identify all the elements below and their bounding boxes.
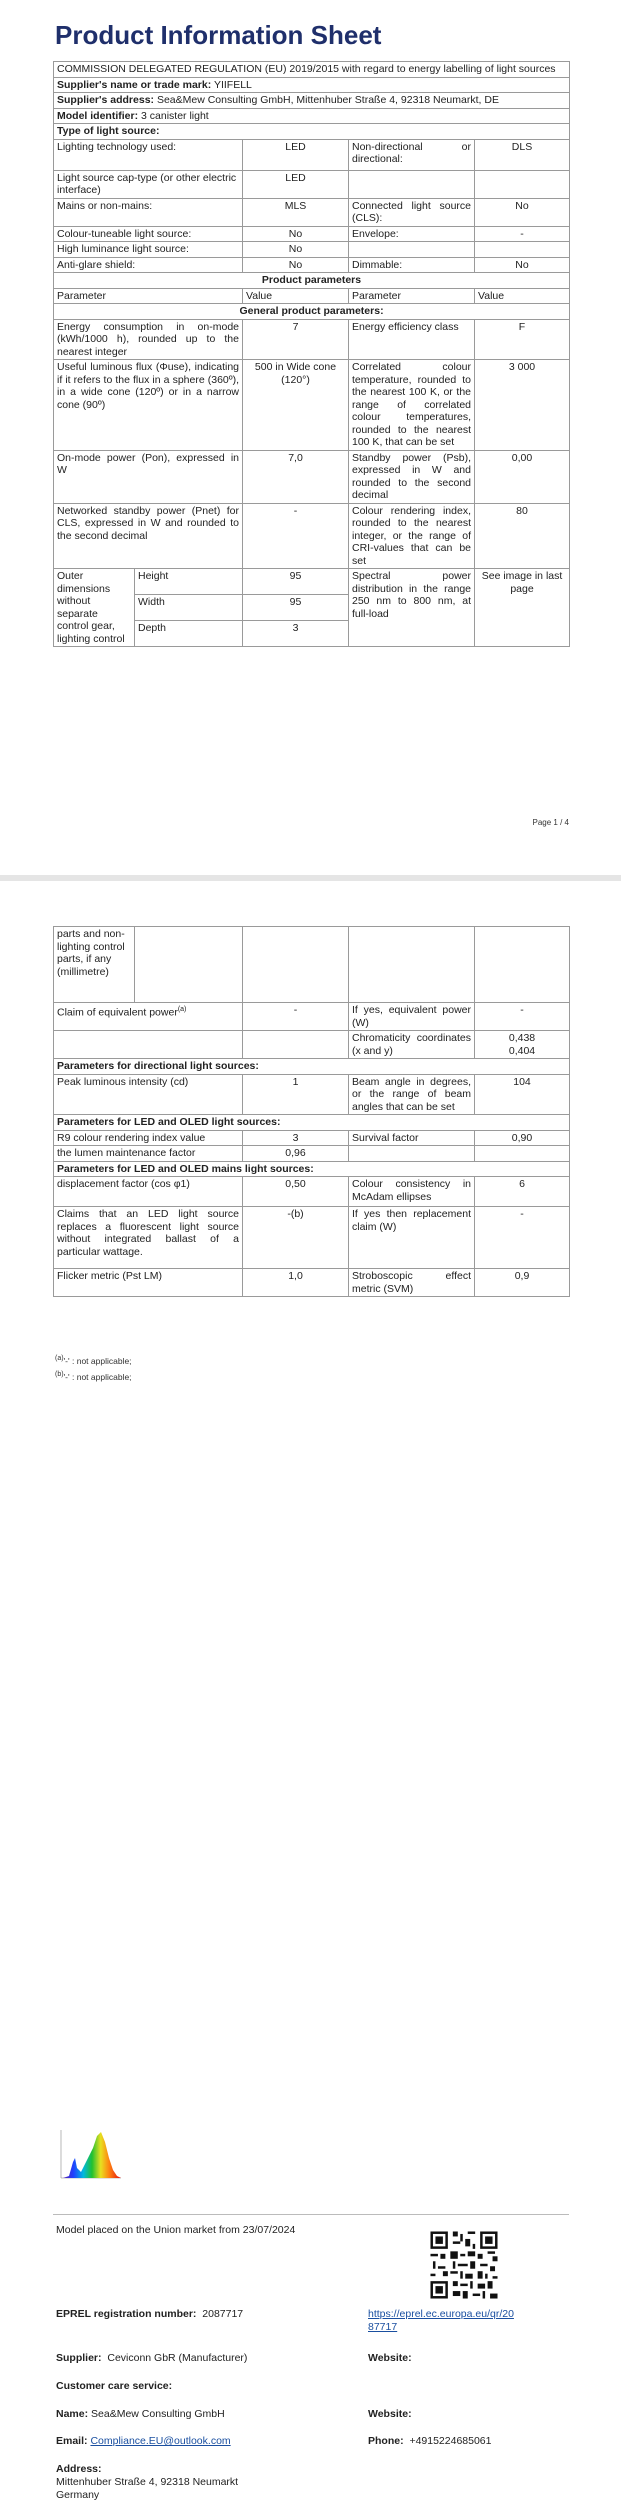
page-number: Page 1 / 4 <box>532 818 569 827</box>
footnote: $^{(b)}$'-' : not applicable; <box>55 1370 132 1382</box>
care-phone: Phone: +4915224685061 <box>368 2435 492 2447</box>
mains-heading: Parameters for LED and OLED mains light sources: <box>54 1161 570 1177</box>
placed-on-market-text: Model placed on the Union market from 23/07/2024 <box>56 2224 296 2236</box>
table-row: R9 colour rendering index value 3 Survival factor 0,90 <box>54 1130 570 1146</box>
dimensions-continued-row: parts and non-lighting control parts, if any (millimetre) <box>54 927 570 1003</box>
table-row: Useful luminous flux (Φuse), indicating if it refers to the flux in a sphere (360º), in a wide cone (120º) or in a narrow cone (90º) 500 in Wide cone (120°) Correlated colour temperature, rounded to the nearest 100 K, or the range of correlated colour temperatures, rounded to the nearest 100 K, that can be set 3 000 <box>54 360 570 451</box>
table-row: Light source cap-type (or other electric interface) LED <box>54 170 570 198</box>
table-row: Claim of equivalent power$^{(a)}$ - If yes, equivalent power (W) - <box>54 1003 570 1031</box>
table-row: Peak luminous intensity (cd) 1 Beam angle in degrees, or the range of beam angles that can be set 104 <box>54 1074 570 1115</box>
spectral-power-distribution-image <box>57 2128 123 2181</box>
supplier-row: Supplier's name or trade mark: YIIFELL <box>54 77 570 93</box>
table-row: High luminance light source: No <box>54 242 570 258</box>
column-header-row: Parameter Value Parameter Value <box>54 288 570 304</box>
table-row: Networked standby power (Pnet) for CLS, expressed in W and rounded to the second decimal - Colour rendering index, rounded to the nearest integer, or the range of CRI-values that can be set 80 <box>54 503 570 569</box>
model-row: Model identifier: 3 canister light <box>54 108 570 124</box>
table-row: the lumen maintenance factor 0,96 <box>54 1146 570 1162</box>
eprel-registration: EPREL registration number: 2087717 <box>56 2308 244 2320</box>
led-heading: Parameters for LED and OLED light sources: <box>54 1115 570 1131</box>
website-label-2: Website: <box>368 2408 412 2420</box>
type-heading: Type of light source: <box>54 124 570 140</box>
dimensions-row: Outer dimensions without separate control gear, lighting control Height 95 Spectral power distribution in the range 250 nm to 800 nm, at full-load See image in last page <box>54 569 570 595</box>
info-sheet-table <box>53 61 570 647</box>
table-row: Colour-tuneable light source: No Envelope: - <box>54 226 570 242</box>
table-row: On-mode power (Pon), expressed in W 7,0 Standby power (Psb), expressed in W and rounded to the second decimal 0,00 <box>54 450 570 503</box>
table-row: Flicker metric (Pst LM) 1,0 Stroboscopic effect metric (SVM) 0,9 <box>54 1269 570 1297</box>
care-email: Email: Compliance.EU@outlook.com <box>56 2435 231 2447</box>
divider <box>53 2214 569 2215</box>
dimensions-row: Width 95 <box>54 595 570 621</box>
page-title: Product Information Sheet <box>55 20 382 50</box>
care-address: Address: Mittenhuber Straße 4, 92318 Neumarkt Germany <box>56 2463 239 2501</box>
care-name: Name: Sea&Mew Consulting GmbH <box>56 2408 225 2420</box>
general-parameters-heading: General product parameters: <box>54 304 570 320</box>
email-link[interactable]: Compliance.EU@outlook.com <box>90 2435 231 2447</box>
table-row: Energy consumption in on-mode (kWh/1000 h), rounded up to the nearest integer 7 Energy efficiency class F <box>54 319 570 360</box>
supplier-info: Supplier: Ceviconn GbR (Manufacturer) <box>56 2352 248 2364</box>
qr-code-icon <box>428 2229 500 2301</box>
table-row: Chromaticity coordinates (x and y) 0,438 0,404 <box>54 1031 570 1059</box>
footnotes <box>55 1352 132 1384</box>
page-1 <box>0 0 621 875</box>
directional-heading: Parameters for directional light sources: <box>54 1059 570 1075</box>
table-row: Mains or non-mains: MLS Connected light source (CLS): No <box>54 198 570 226</box>
table-row: Lighting technology used: LED Non-directional or directional: DLS <box>54 139 570 170</box>
eprel-link[interactable]: https://eprel.ec.europa.eu/qr/20 87717 <box>368 2308 514 2333</box>
dimensions-row: Depth 3 <box>54 621 570 647</box>
page-2 <box>0 881 621 2510</box>
table-row: Claims that an LED light source replaces a fluorescent light source without integrated ballast of a particular wattage. -(b) If yes then replacement claim (W) - <box>54 1207 570 1269</box>
table-row: displacement factor (cos φ1) 0,50 Colour consistency in McAdam ellipses 6 <box>54 1177 570 1207</box>
product-parameters-heading: Product parameters <box>54 273 570 289</box>
footnote: $^{(a)}$'-' : not applicable; <box>55 1355 132 1366</box>
website-label: Website: <box>368 2352 412 2364</box>
customer-care-heading: Customer care service: <box>56 2380 173 2392</box>
info-sheet-table-continued <box>53 926 570 1297</box>
table-row: Anti-glare shield: No Dimmable: No <box>54 257 570 273</box>
regulation-text: COMMISSION DELEGATED REGULATION (EU) 2019/2015 with regard to energy labelling of light sources <box>54 62 570 78</box>
address-row: Supplier's address: Sea&Mew Consulting GmbH, Mittenhuber Straße 4, 92318 Neumarkt, DE <box>54 93 570 109</box>
